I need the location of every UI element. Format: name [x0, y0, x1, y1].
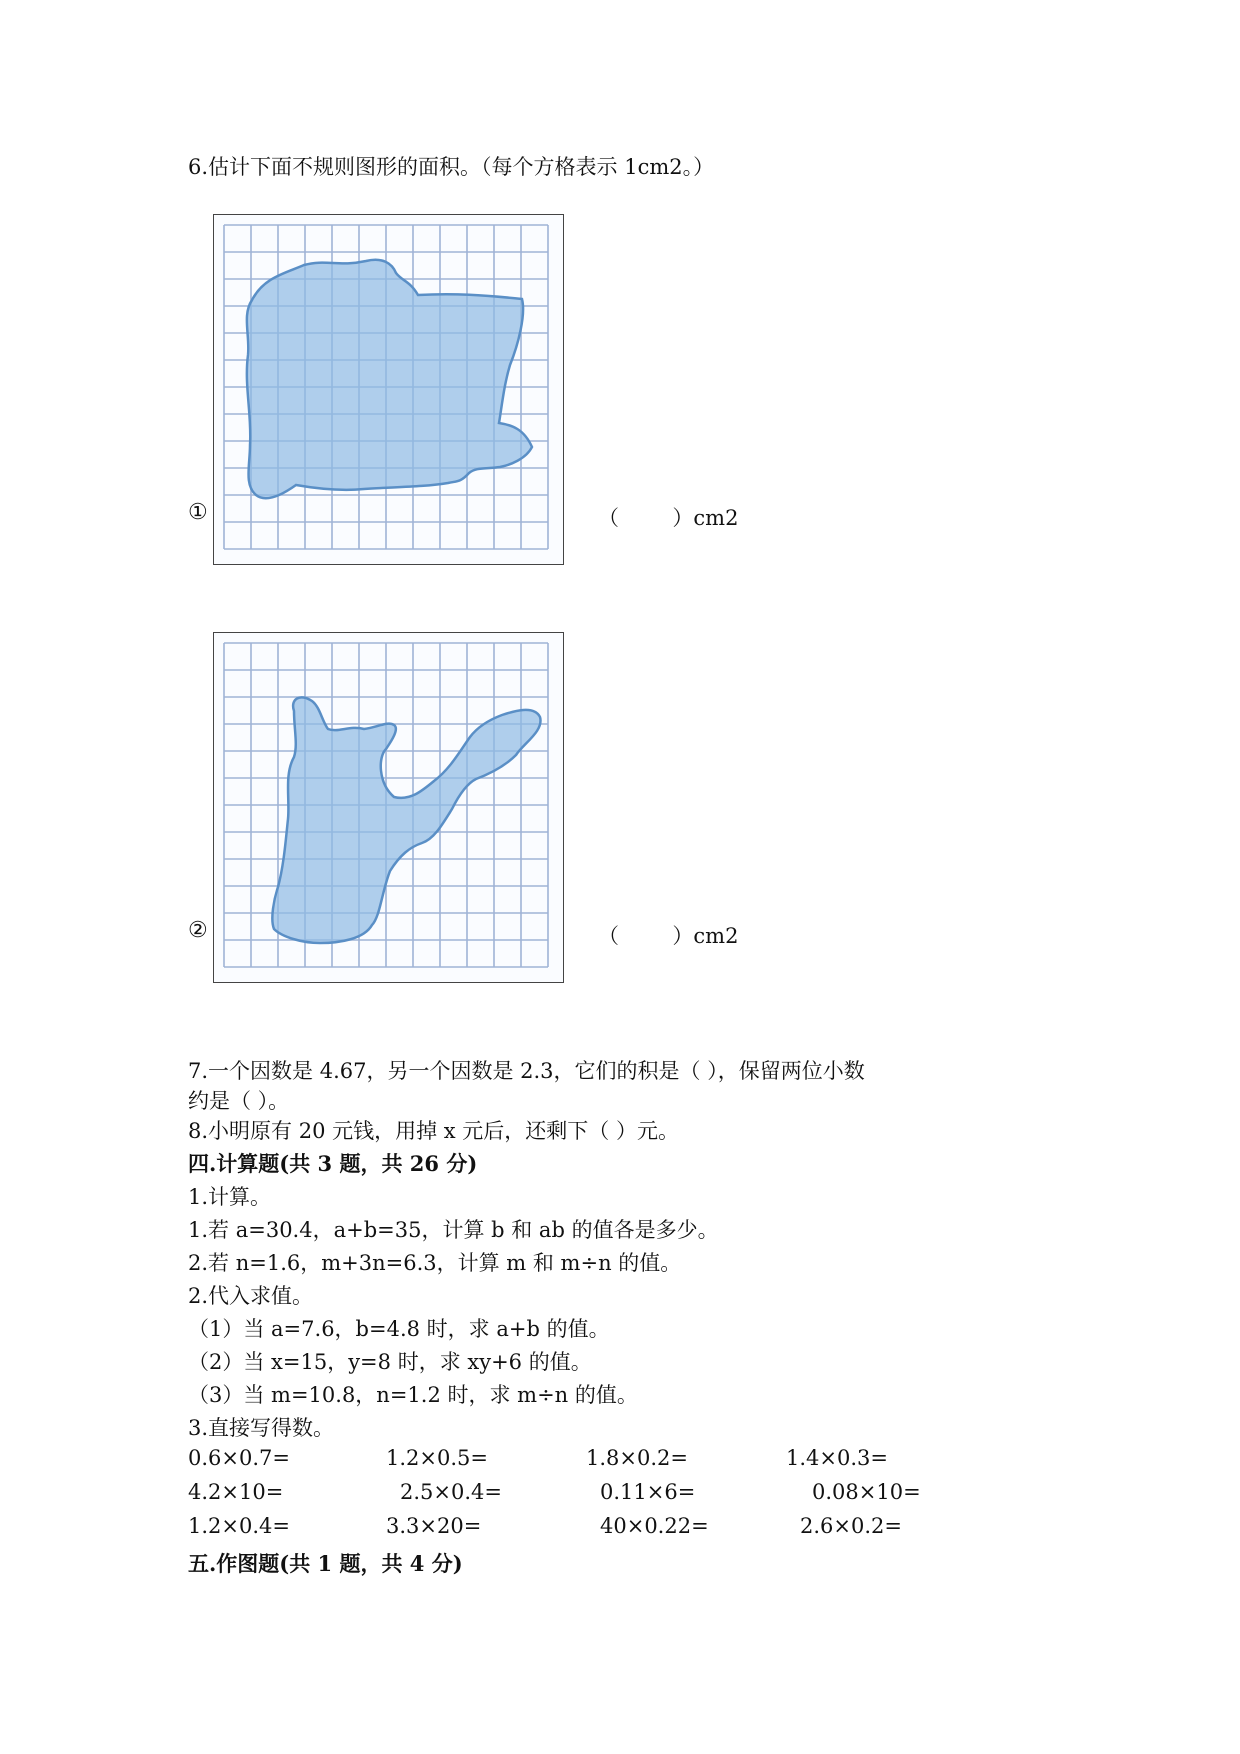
q8-line: 8.小明原有 20 元钱，用掉 x 元后，还剩下（ ）元。 [188, 1119, 679, 1143]
irregular-shape-1-svg [214, 215, 563, 564]
section5-heading: 五.作图题(共 1 题，共 4 分) [188, 1551, 463, 1576]
section4-heading: 四.计算题(共 3 题，共 26 分) [188, 1151, 478, 1176]
calc-item: 3.3×20= [386, 1514, 482, 1538]
grid-figure-2 [213, 632, 564, 983]
calc-item: 2.6×0.2= [800, 1514, 902, 1538]
calc-row-3 [188, 1514, 1088, 1544]
grid-figure-1 [213, 214, 564, 565]
calc-item: 0.11×6= [600, 1480, 696, 1504]
section4-line: 2.若 n=1.6，m+3n=6.3，计算 m 和 m÷n 的值。 [188, 1251, 682, 1275]
calc-row-2 [188, 1480, 1088, 1510]
calc-item: 1.2×0.5= [386, 1446, 488, 1470]
q7-line-2: 约是（ ）。 [188, 1089, 290, 1113]
calc-row-1 [188, 1446, 1088, 1476]
figure-1-label: ① [188, 500, 208, 525]
q6-title: 6.估计下面不规则图形的面积。（每个方格表示 1cm2。） [188, 155, 715, 179]
irregular-shape-2-svg [214, 633, 563, 982]
section4-line: 1.计算。 [188, 1185, 272, 1209]
calc-item: 1.8×0.2= [586, 1446, 688, 1470]
irregular-shape-1 [247, 260, 532, 499]
section4-line: （2）当 x=15，y=8 时，求 xy+6 的值。 [188, 1350, 592, 1374]
section4-line: 3.直接写得数。 [188, 1416, 335, 1440]
section4-line: （1）当 a=7.6，b=4.8 时，求 a+b 的值。 [188, 1317, 610, 1341]
figure-2-label: ② [188, 918, 208, 943]
section4-line: 1.若 a=30.4，a+b=35，计算 b 和 ab 的值各是多少。 [188, 1218, 719, 1242]
calc-item: 4.2×10= [188, 1480, 284, 1504]
calc-item: 0.6×0.7= [188, 1446, 290, 1470]
section4-line: （3）当 m=10.8，n=1.2 时，求 m÷n 的值。 [188, 1383, 638, 1407]
irregular-shape-2 [272, 697, 540, 943]
figure-1-answer-blank[interactable]: （ ）cm2 [598, 506, 739, 530]
calc-item: 1.2×0.4= [188, 1514, 290, 1538]
calc-item: 0.08×10= [812, 1480, 921, 1504]
figure-2-answer-blank[interactable]: （ ）cm2 [598, 924, 739, 948]
calc-item: 40×0.22= [600, 1514, 709, 1538]
calc-item: 2.5×0.4= [400, 1480, 502, 1504]
q7-line-1: 7.一个因数是 4.67，另一个因数是 2.3，它们的积是（ ），保留两位小数 [188, 1059, 865, 1083]
section4-line: 2.代入求值。 [188, 1284, 314, 1308]
calc-item: 1.4×0.3= [786, 1446, 888, 1470]
